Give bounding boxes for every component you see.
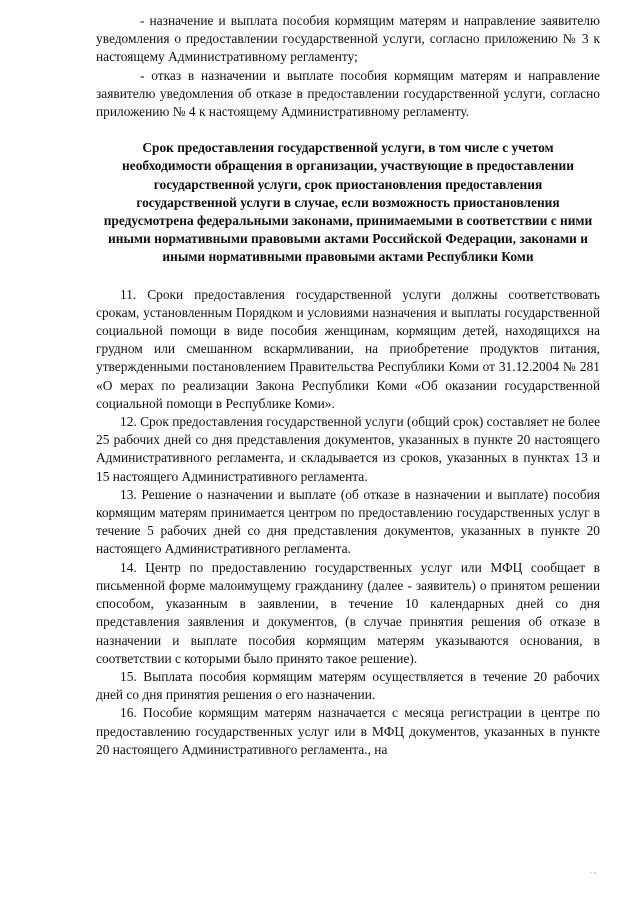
- paragraph-13: 13. Решение о назначении и выплате (об отказе в назначении и выплате) пособия кормящим матерям принимается центром по предоставлению государственных услуг в течение 5 рабочих дней со дня представления документов, указанных в пункте 20 настоящего Административного регламента.: [96, 486, 600, 557]
- paragraph-16: 16. Пособие кормящим матерям назначается с месяца регистрации в центре по предоставлению государственных услуг или в МФЦ документов, указанных в пункте 20 настоящего Административного регламента., на: [96, 705, 600, 757]
- paragraph-11: 11. Сроки предоставления государственной услуги должны соответствовать срокам, установленным Порядком и условиями назначения и выплаты государственной социальной помощи в виде пособия женщинам, кормящим детей, находящихся на грудном или смешанном вскармливании, на приобретение продуктов питания, утвержденными постановлением Правительства Республики Коми от 31.12.2004 № 281 «О мерах по реализации Закона Республики Коми «Об оказании государственной социальной помощи в Республике Коми».: [96, 286, 600, 411]
- list-item-assignment: - назначение и выплата пособия кормящим матерям и направление заявителю уведомления о предоставлении государственной услуги, согласно приложению № 3 к настоящему Административному регламенту;: [96, 13, 600, 65]
- paragraph-15: 15. Выплата пособия кормящим матерям осуществляется в течение 20 рабочих дней со дня принятия решения о его назначении.: [96, 668, 600, 703]
- scan-speck: . ,: [590, 866, 596, 875]
- paragraph-14: 14. Центр по предоставлению государственных услуг или МФЦ сообщает в письменной форме малоимущему гражданину (далее - заявитель) о принятом решении способом, указанным в заявлении, в течение 10 календарных дней со дня представления заявления и документов, (в случае принятия решения об отказе в назначении и выплате пособия кормящим матерям указываются основания, в соответствии с которыми было принято такое решение).: [96, 559, 600, 666]
- paragraph-12: 12. Срок предоставления государственной услуги (общий срок) составляет не более 25 рабочих дней со дня представления документов, указанных в пункте 20 настоящего Административного регламента, и складывается из сроков, указанных в пунктах 13 и 15 настоящего Административного регламента.: [96, 414, 601, 484]
- section-heading: Срок предоставления государственной услуги, в том числе с учетом необходимости обращения в организации, участвующие в предоставлении государственной услуги, срок приостановления предоставления государственной услуги в случае, если возможность приостановления предусмотрена федеральными законами, принимаемыми в соответствии с ними иными нормативными правовыми актами Российской Федерации, законами и иными нормативными правовыми актами Республики Коми: [103, 140, 593, 265]
- document-page: [96, 12, 600, 759]
- list-item-refusal: - отказ в назначении и выплате пособия кормящим матерям и направление заявителю уведомления об отказе в предоставлении государственной услуги, согласно приложению № 4 к настоящему Административному регламенту.: [96, 67, 600, 120]
